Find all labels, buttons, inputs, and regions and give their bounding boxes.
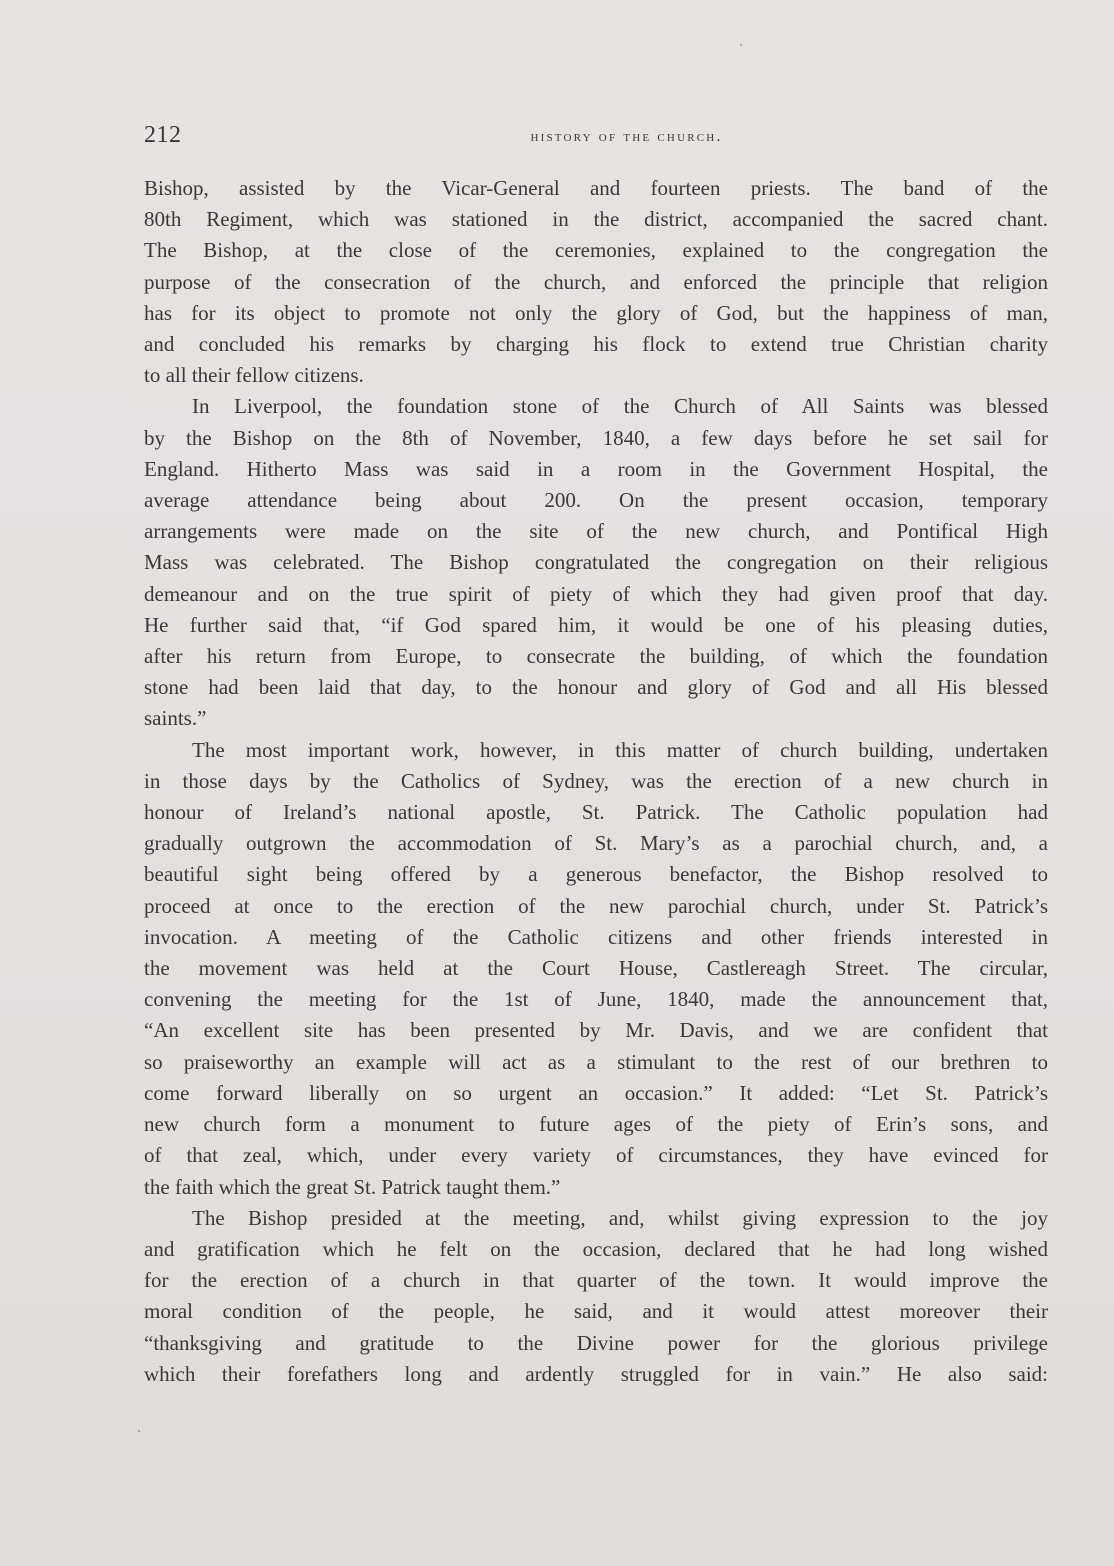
body-text <box>144 173 1048 1390</box>
text-line: gradually outgrown the accommodation of St. Mary’s as a parochial church, and, a <box>144 831 1048 856</box>
text-line: The Bishop, at the close of the ceremonies, explained to the congregation the <box>144 238 1048 263</box>
text-line: come forward liberally on so urgent an occasion.” It added: “Let St. Patrick’s <box>144 1080 1048 1105</box>
text-line: for the erection of a church in that quarter of the town. It would improve the <box>144 1268 1048 1293</box>
text-line: and gratification which he felt on the occasion, declared that he had long wished <box>144 1236 1048 1261</box>
text-line: England. Hitherto Mass was said in a room in the Government Hospital, the <box>144 456 1048 481</box>
page-number: 212 <box>144 122 182 148</box>
paragraph-1 <box>144 173 1048 391</box>
text-line: The Bishop presided at the meeting, and, whilst giving expression to the joy <box>192 1205 1048 1230</box>
text-line: purpose of the consecration of the church, and enforced the principle that religion <box>144 269 1048 294</box>
text-line: by the Bishop on the 8th of November, 1840, a few days before he set sail for <box>144 425 1048 450</box>
text-line: invocation. A meeting of the Catholic citizens and other friends interested in <box>144 924 1048 949</box>
text-line: beautiful sight being offered by a generous benefactor, the Bishop resolved to <box>144 862 1048 887</box>
paper-speck <box>740 44 742 46</box>
text-line: after his return from Europe, to consecrate the building, of which the foundation <box>144 644 1048 669</box>
text-line: and concluded his remarks by charging his flock to extend true Christian charity <box>144 332 1048 357</box>
paragraph-4 <box>144 1203 1048 1390</box>
text-line: He further said that, “if God spared him, it would be one of his pleasing duties, <box>144 612 1048 637</box>
running-title: history of the church. <box>530 128 723 145</box>
text-line: saints.” <box>144 706 207 731</box>
text-line: 80th Regiment, which was stationed in the district, accompanied the sacred chant. <box>144 207 1048 232</box>
text-line: demeanour and on the true spirit of piety of which they had given proof that day. <box>144 581 1048 606</box>
paragraph-3 <box>144 735 1048 1203</box>
text-line: In Liverpool, the foundation stone of the Church of All Saints was blessed <box>192 394 1048 419</box>
text-line: has for its object to promote not only the glory of God, but the happiness of man, <box>144 300 1048 325</box>
text-line: honour of Ireland’s national apostle, St. Patrick. The Catholic population had <box>144 800 1048 825</box>
text-line: to all their fellow citizens. <box>144 363 364 388</box>
text-line: stone had been laid that day, to the honour and glory of God and all His blessed <box>144 675 1048 700</box>
text-line: so praiseworthy an example will act as a stimulant to the rest of our brethren to <box>144 1049 1048 1074</box>
text-line: the faith which the great St. Patrick taught them.” <box>144 1174 561 1199</box>
text-line: convening the meeting for the 1st of June, 1840, made the announcement that, <box>144 987 1048 1012</box>
text-line: of that zeal, which, under every variety of circumstances, they have evinced for <box>144 1143 1048 1168</box>
paragraph-2 <box>144 391 1048 734</box>
text-line: The most important work, however, in this matter of church building, undertaken <box>192 737 1048 762</box>
text-line: Bishop, assisted by the Vicar-General and fourteen priests. The band of the <box>144 176 1048 200</box>
text-line: proceed at once to the erection of the new parochial church, under St. Patrick’s <box>144 893 1048 918</box>
text-line: the movement was held at the Court House, Castlereagh Street. The circular, <box>144 956 1048 981</box>
text-line: “An excellent site has been presented by Mr. Davis, and we are confident that <box>144 1018 1048 1043</box>
running-head <box>144 122 1049 154</box>
text-line: in those days by the Catholics of Sydney, was the erection of a new church in <box>144 768 1048 793</box>
text-line: moral condition of the people, he said, and it would attest moreover their <box>144 1299 1048 1324</box>
text-line: average attendance being about 200. On the present occasion, temporary <box>144 488 1048 513</box>
text-line: which their forefathers long and ardently struggled for in vain.” He also said: <box>144 1361 1048 1386</box>
text-line: “thanksgiving and gratitude to the Divine power for the glorious privilege <box>144 1330 1048 1355</box>
paper-speck <box>138 1430 140 1432</box>
text-line: new church form a monument to future ages of the piety of Erin’s sons, and <box>144 1112 1048 1137</box>
text-line: arrangements were made on the site of the new church, and Pontifical High <box>144 519 1048 544</box>
text-line: Mass was celebrated. The Bishop congratulated the congregation on their religious <box>144 550 1048 575</box>
